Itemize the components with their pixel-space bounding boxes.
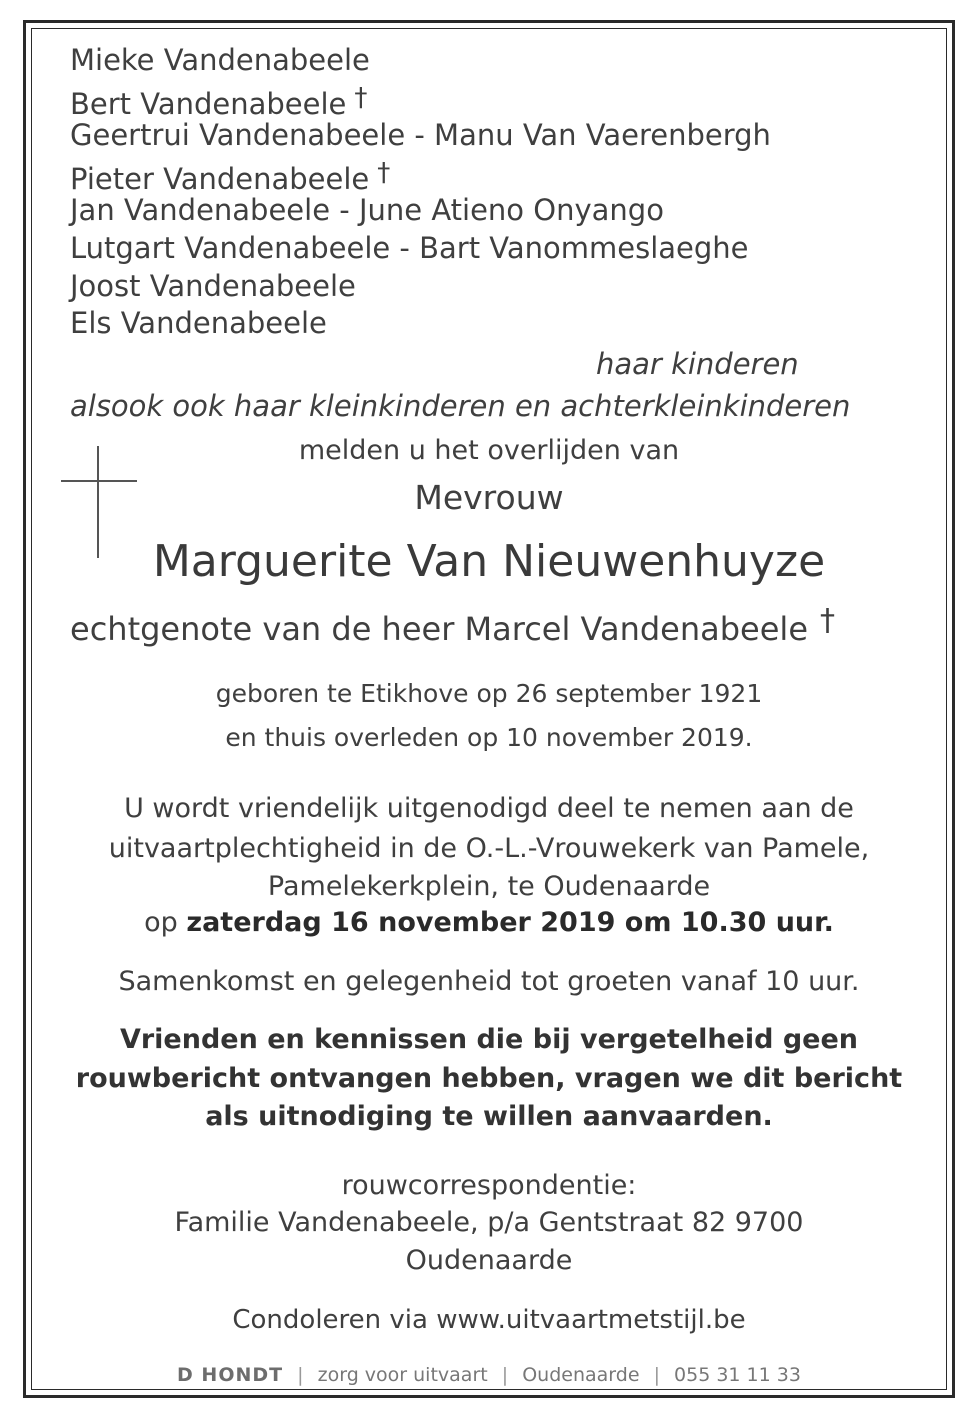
salutation: Mevrouw	[414, 478, 564, 517]
spouse-line: echtgenote van de heer Marcel Vandenabeele †	[70, 603, 835, 648]
notice-line-1: Vrienden en kennissen die bij vergetelheid geen	[119, 1024, 859, 1055]
dagger-icon: †	[354, 82, 368, 113]
child-name: Joost Vandenabeele	[70, 268, 356, 303]
children-caption: haar kinderen	[596, 347, 799, 381]
death-line: en thuis overleden op 10 november 2019.	[225, 723, 753, 752]
child-name: Lutgart Vandenabeele - Bart Vanommeslaeghe	[70, 230, 749, 265]
gathering-line: Samenkomst en gelegenheid tot groeten vanaf 10 uur.	[118, 966, 860, 997]
footer-phone: 055 31 11 33	[674, 1364, 801, 1386]
correspondence-city: Oudenaarde	[405, 1245, 573, 1276]
child-name: Els Vandenabeele	[70, 306, 327, 341]
footer-city: Oudenaarde	[522, 1364, 640, 1386]
ceremony-date-bold: zaterdag 16 november 2019 om 10.30 uur.	[186, 907, 834, 938]
ceremony-date: op zaterdag 16 november 2019 om 10.30 uur.	[144, 907, 834, 938]
notice-line-2: rouwbericht ontvangen hebben, vragen we dit bericht	[75, 1063, 903, 1094]
footer-separator: |	[653, 1364, 660, 1386]
footer	[31, 1364, 947, 1386]
deceased-name: Marguerite Van Nieuwenhuyze	[152, 536, 826, 587]
ceremony-line-2: uitvaartplechtigheid in de O.-L.-Vrouwekerk van Pamele,	[108, 833, 870, 864]
footer-tagline: zorg voor uitvaart	[317, 1364, 488, 1386]
ceremony-line-1: U wordt vriendelijk uitgenodigd deel te nemen aan de	[124, 793, 854, 824]
footer-brand: D HONDT	[177, 1364, 284, 1386]
child-name: Mieke Vandenabeele	[70, 43, 370, 77]
ceremony-line-3: Pamelekerkplein, te Oudenaarde	[267, 871, 711, 902]
announcement-intro: melden u het overlijden van	[298, 435, 680, 466]
dagger-icon: †	[820, 603, 835, 638]
grandchildren-line: alsook ook haar kleinkinderen en achterkleinkinderen	[70, 389, 851, 423]
correspondence-label: rouwcorrespondentie:	[341, 1170, 637, 1201]
child-name: Bert Vandenabeele †	[70, 82, 368, 121]
children-list	[70, 42, 771, 343]
condolence-line: Condoleren via www.uitvaartmetstijl.be	[232, 1305, 746, 1335]
dagger-icon: †	[377, 157, 391, 188]
birth-line: geboren te Etikhove op 26 september 1921	[215, 679, 763, 708]
child-name: Jan Vandenabeele - June Atieno Onyango	[70, 193, 664, 228]
child-name: Pieter Vandenabeele †	[70, 157, 391, 196]
correspondence-address: Familie Vandenabeele, p/a Gentstraat 82 9700	[174, 1207, 804, 1238]
child-name: Geertrui Vandenabeele - Manu Van Vaerenbergh	[70, 118, 771, 153]
notice-line-3: als uitnodiging te willen aanvaarden.	[205, 1101, 773, 1132]
footer-separator: |	[297, 1364, 304, 1386]
footer-separator: |	[501, 1364, 509, 1386]
